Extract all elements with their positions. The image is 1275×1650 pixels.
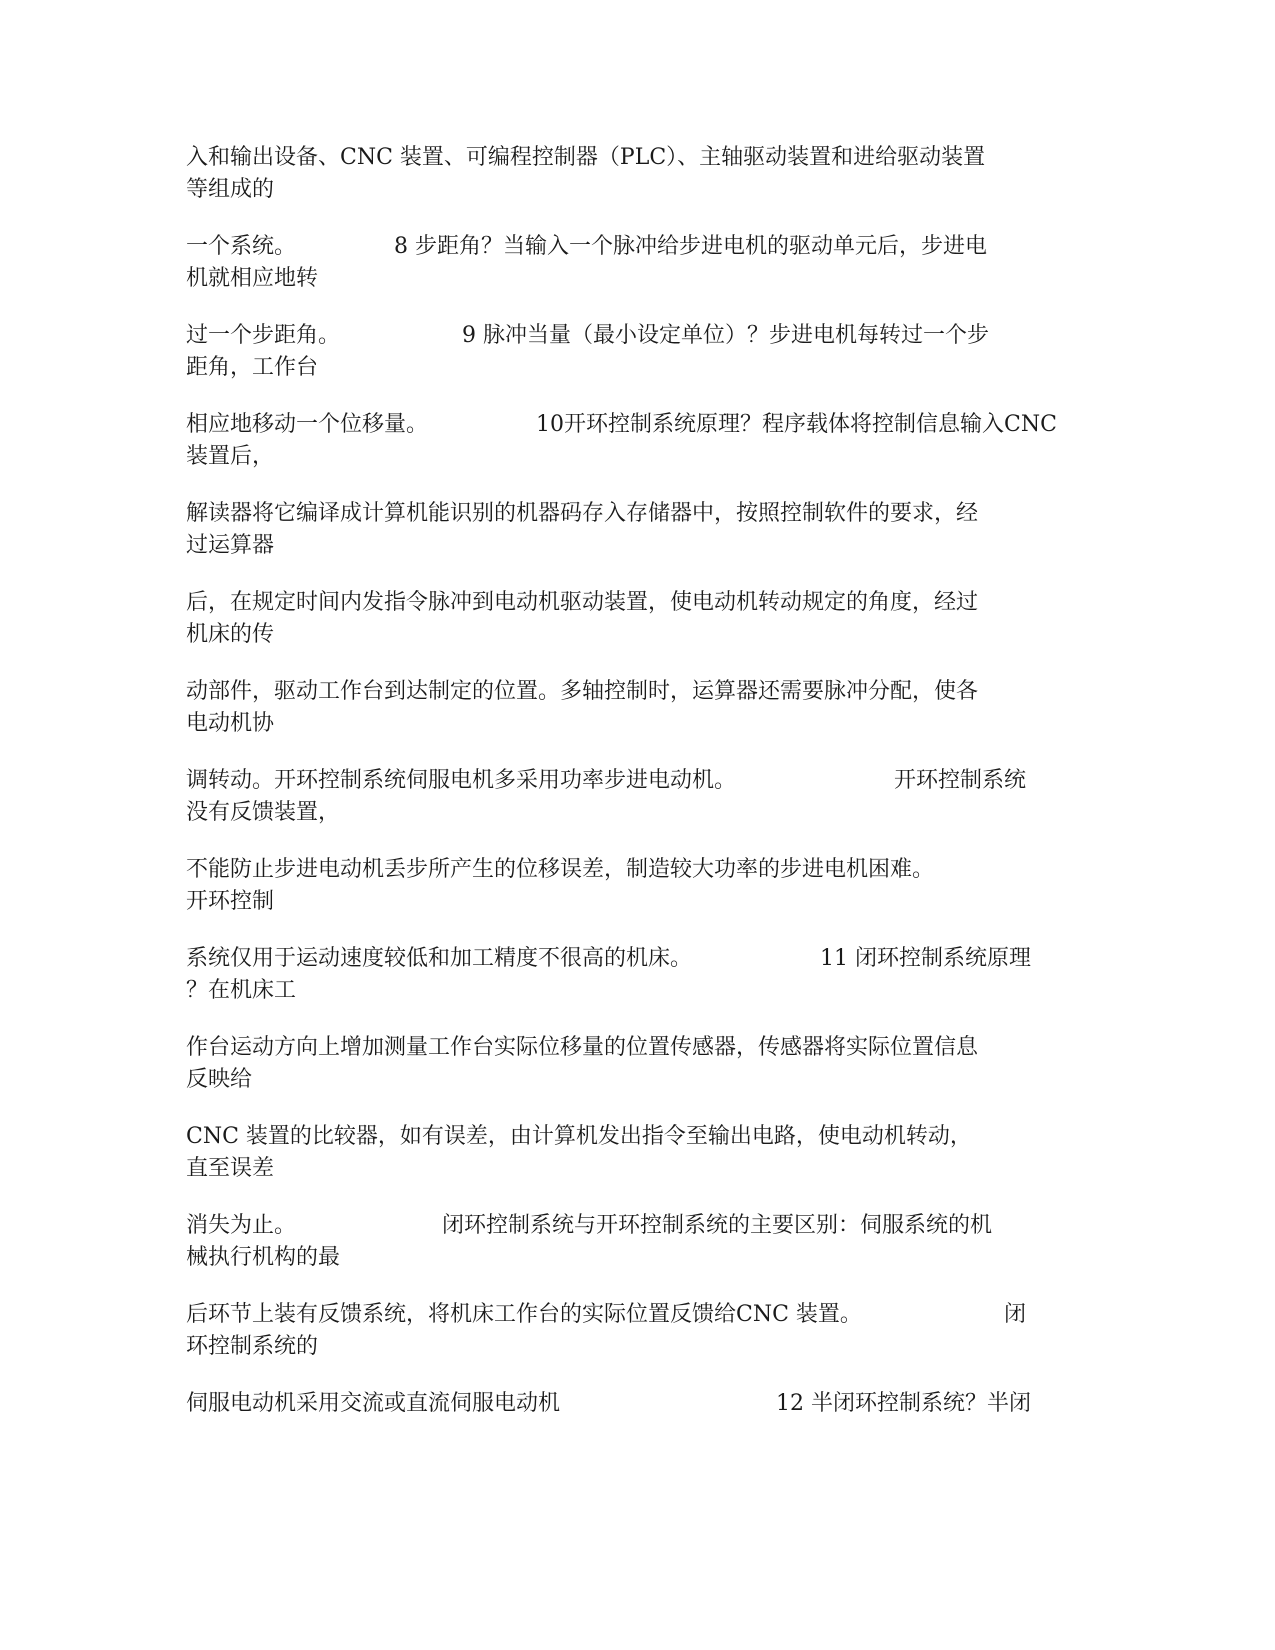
- paragraph-line: 8 步距角？当输入一个脉冲给步进电机的驱动单元后，步进电: [394, 234, 987, 259]
- paragraph-line: 距角，工作台: [186, 355, 319, 380]
- paragraph: [186, 854, 1146, 918]
- paragraph-line: 过一个步距角。: [186, 323, 341, 348]
- paragraph-line: 等组成的: [186, 177, 275, 202]
- paragraph-line: 一个系统。: [186, 234, 297, 259]
- paragraph: [186, 765, 1146, 829]
- paragraph-line: 开环控制系统: [894, 768, 1027, 793]
- paragraph-line: 环控制系统的: [186, 1334, 319, 1359]
- paragraph-line: 相应地移动一个位移量。: [186, 412, 429, 437]
- paragraph-line: 不能防止步进电动机丢步所产生的位移误差，制造较大功率的步进电机困难。: [186, 857, 935, 882]
- paragraph-line: 11 闭环控制系统原理: [820, 946, 1031, 971]
- paragraph: [186, 943, 1146, 1007]
- paragraph-line: 直至误差: [186, 1156, 275, 1181]
- paragraph: [186, 1121, 1146, 1185]
- paragraph: [186, 409, 1146, 473]
- paragraph-line: 作台运动方向上增加测量工作台实际位移量的位置传感器，传感器将实际位置信息: [186, 1035, 979, 1060]
- paragraph: [186, 676, 1146, 740]
- paragraph-line: 伺服电动机采用交流或直流伺服电动机: [186, 1391, 561, 1416]
- paragraph-line: 械执行机构的最: [186, 1245, 341, 1270]
- paragraph: [186, 498, 1146, 562]
- paragraph-line: 解读器将它编译成计算机能识别的机器码存入存储器中，按照控制软件的要求，经: [186, 501, 979, 526]
- paragraph-line: 装置后，: [186, 444, 275, 469]
- paragraph: [186, 1299, 1146, 1363]
- paragraph-line: CNC 装置的比较器，如有误差，由计算机发出指令至输出电路，使电动机转动，: [186, 1124, 972, 1149]
- paragraph-line: 机床的传: [186, 622, 275, 647]
- paragraph-line: 动部件，驱动工作台到达制定的位置。多轴控制时，运算器还需要脉冲分配，使各: [186, 679, 979, 704]
- paragraph-line: 闭环控制系统与开环控制系统的主要区别：伺服系统的机: [442, 1213, 993, 1238]
- paragraph-line: 消失为止。: [186, 1213, 297, 1238]
- paragraph-line: 后环节上装有反馈系统，将机床工作台的实际位置反馈给CNC 装置。: [186, 1302, 862, 1327]
- paragraph: [186, 142, 1146, 206]
- paragraph: [186, 320, 1146, 384]
- paragraph: [186, 587, 1146, 651]
- paragraph-line: 没有反馈装置，: [186, 800, 341, 825]
- paragraph-line: 入和输出设备、CNC 装置、可编程控制器（PLC）、主轴驱动装置和进给驱动装置: [186, 145, 986, 170]
- paragraph: [186, 1032, 1146, 1096]
- paragraph-line: 10开环控制系统原理？程序载体将控制信息输入CNC: [536, 412, 1057, 437]
- paragraph: [186, 1388, 1146, 1420]
- paragraph: [186, 1210, 1146, 1274]
- paragraph-line: 12 半闭环控制系统？半闭: [776, 1391, 1031, 1416]
- paragraph-line: 反映给: [186, 1067, 253, 1092]
- paragraph-line: 后，在规定时间内发指令脉冲到电动机驱动装置，使电动机转动规定的角度，经过: [186, 590, 979, 615]
- paragraph-line: 机就相应地转: [186, 266, 319, 291]
- paragraph-line: 调转动。开环控制系统伺服电机多采用功率步进电动机。: [186, 768, 737, 793]
- paragraph-line: 9 脉冲当量（最小设定单位）？步进电机每转过一个步: [462, 323, 989, 348]
- paragraph-line: 闭: [1004, 1302, 1027, 1327]
- paragraph-line: ？在机床工: [186, 978, 297, 1003]
- paragraph-line: 过运算器: [186, 533, 275, 558]
- paragraph-line: 开环控制: [186, 889, 275, 914]
- paragraph-line: 系统仅用于运动速度较低和加工精度不很高的机床。: [186, 946, 693, 971]
- paragraph-line: 电动机协: [186, 711, 275, 736]
- paragraph: [186, 231, 1146, 295]
